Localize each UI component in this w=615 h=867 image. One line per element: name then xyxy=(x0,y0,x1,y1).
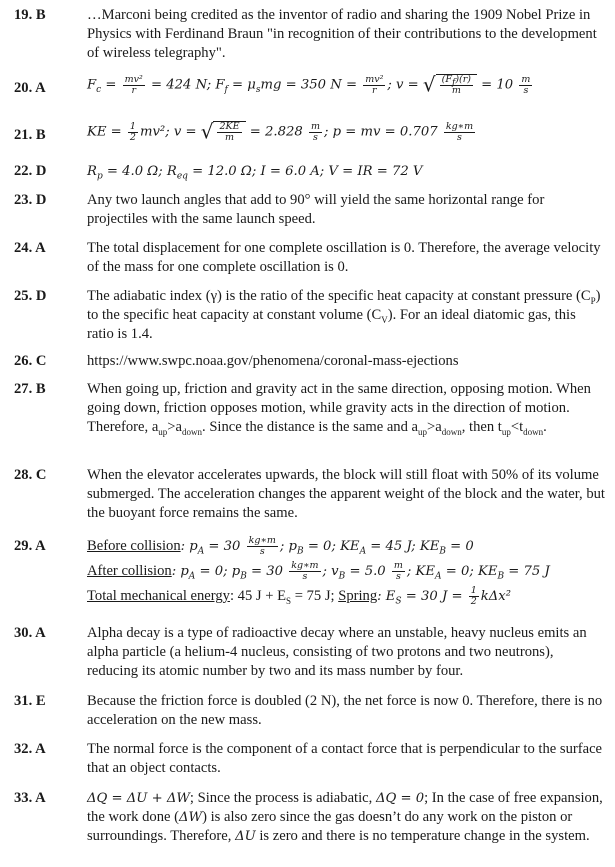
answer-number: 32. A xyxy=(14,741,46,757)
answer-explanation: Because the friction force is doubled (2 N), the net force is now 0. Therefore, there is no acceleration on the new mass. xyxy=(87,693,603,728)
answer-number: 26. C xyxy=(14,353,47,369)
answer-explanation: Alpha decay is a type of radioactive decay where an unstable, heavy nucleus emits an alpha particle (a helium-4 nucleus, consisting of two protons and two neutrons), reducing its atomic number by two and its mass number by four. xyxy=(87,625,587,679)
source-link[interactable]: https://www.swpc.noaa.gov/phenomena/coronal-mass-ejections xyxy=(87,353,459,369)
answer-number: 23. D xyxy=(14,192,47,208)
energy-line: Total mechanical energy: 45 $J + E_S = 75$ J; Spring: $E_S = 30$ J = $\frac{1}{2}$ kΔx² xyxy=(87,585,512,607)
answer-explanation: The total displacement for one complete oscillation is 0. Therefore, the average velocity of the mass for one complete oscillation is 0. xyxy=(87,240,601,275)
answer-explanation: The normal force is the component of a contact force that is perpendicular to the surface that an object contacts. xyxy=(87,741,603,776)
answer-number: 19. B xyxy=(14,7,46,23)
answer-explanation: ΔQ = ΔU + ΔW; Since the process is adiabatic, ΔQ = 0; In the case of free expansion, the work done (ΔW) is also zero since the gas doesn’t do any work on the piston or surroundings. Therefore, ΔU is zero and there is no temperature change in the system. xyxy=(87,790,603,844)
answer-number: 27. B xyxy=(14,381,46,397)
answer-equation: $F_c$ = $\frac{\text{mv²}}{r}$ = 424 N; $F_f = \mu_smg = 350$ N = $\frac{\text{mv²}}{r}$ ; v = √ $\frac{(F_f)(r)}{m}$ = 10 $\frac{m}{s}$ xyxy=(87,72,531,97)
answer-explanation: …Marconi being credited as the inventor of radio and sharing the 1909 Nobel Prize in Physics with Ferdinand Braun "in recognition of their contributions to the development of wireless telegraphy". xyxy=(87,7,597,61)
answer-explanation: The adiabatic index (γ) is the ratio of the specific heat capacity at constant pressure $(C_P)$ to the specific heat capacity at constant volume $(C_V)$. For an ideal diatomic gas, this ratio is 1.4. xyxy=(87,288,601,342)
before-collision-line: Before collision: $p_A = 30$ $\frac{kg∗m}{s}$ ; $p_B = 0$; $KE_A = 45$ J; $KE_B = 0$ xyxy=(87,535,474,557)
answer-equation xyxy=(87,534,605,609)
after-collision-line: After collision: $p_A = 0$; $p_B = 30$ $\frac{kg∗m}{s}$ ; $v_B = 5.0$ $\frac{m}{s}$ ; $KE_A = 0$; $KE_B = 75$ J xyxy=(87,560,550,582)
answer-number: 31. E xyxy=(14,693,46,709)
answer-number: 24. A xyxy=(14,240,46,256)
answer-equation: KE = $\frac{1}{2}$ mv²; v = √ $\frac{2KE}{m}$ = 2.828 $\frac{m}{s}$ ; p = mv = 0.707 $\frac{kg∗m}{s}$ xyxy=(87,119,474,144)
answer-number: 30. A xyxy=(14,625,46,641)
answer-explanation: Any two launch angles that add to 90° will yield the same horizontal range for projectiles with the same launch speed. xyxy=(87,192,545,227)
answer-equation: $R_p = 4.0$ Ω; $R_{eq} = 12.0$ Ω; I = 6.0 A; V = IR = 72 V xyxy=(87,164,423,182)
answer-number: 28. C xyxy=(14,467,47,483)
answer-number: 29. A xyxy=(14,538,46,554)
answer-number: 20. A xyxy=(14,80,46,96)
answer-number: 33. A xyxy=(14,790,46,806)
answer-number: 22. D xyxy=(14,163,47,179)
answer-number: 21. B xyxy=(14,127,46,143)
answer-explanation: When going up, friction and gravity act in the same direction, opposing motion. When going down, friction opposes motion, while gravity acts in the direction of motion. Therefore, $a_{up}>a_{down}$. Since the distance is the same and $a_{up}>a_{down}$, then $t_{up}<t_{down}$. xyxy=(87,381,591,437)
answer-explanation: When the elevator accelerates upwards, the block will still float with 50% of its volume submerged. The acceleration changes the apparent weight of the block and the water, but the buoyant force remains the same. xyxy=(87,467,605,521)
answer-number: 25. D xyxy=(14,288,47,304)
